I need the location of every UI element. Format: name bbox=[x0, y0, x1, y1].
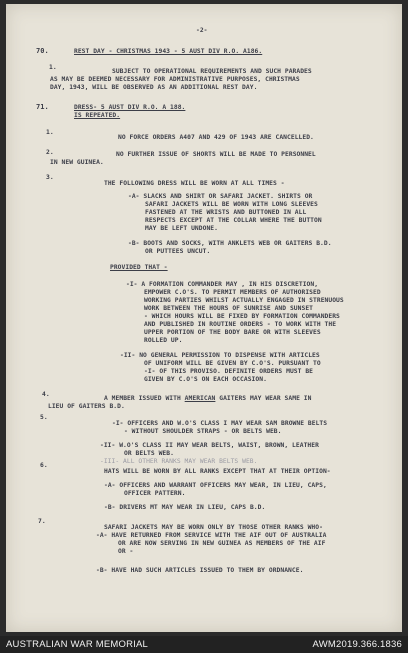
subparagraph-line: -II- NO GENERAL PERMISSION TO DISPENSE WITH ARTICLES bbox=[120, 352, 320, 359]
subparagraph-line: -A- OFFICERS AND WARRANT OFFICERS MAY WEAR, IN LIEU, CAPS, bbox=[104, 482, 327, 489]
subparagraph-line: OR BELTS WEB. bbox=[124, 450, 174, 457]
subparagraph-line: OFFICER PATTERN. bbox=[124, 490, 186, 497]
subparagraph-line: WORK BETWEEN THE HOURS OF SUNRISE AND SUNSET bbox=[144, 305, 314, 312]
subparagraph-line: FASTENED AT THE WRISTS AND BUTTONED IN ALL bbox=[145, 209, 307, 216]
subparagraph-line: -I- A FORMATION COMMANDER MAY , IN HIS DISCRETION, bbox=[126, 281, 319, 288]
subparagraph-line: RESPECTS EXCEPT AT THE COLLAR WHERE THE BUTTON bbox=[145, 217, 322, 224]
section-subheading-71: IS REPEATED. bbox=[74, 112, 121, 119]
paragraph-line: NO FORCE ORDERS A407 AND 429 OF 1943 ARE CANCELLED. bbox=[118, 134, 314, 141]
para-number: 3. bbox=[46, 174, 54, 181]
paragraph-text: A MEMBER ISSUED WITH bbox=[104, 395, 185, 402]
subparagraph-line: UPPER PORTION OF THE BODY BARE OR WITH SLEEVES bbox=[144, 329, 321, 336]
subparagraph-line: EMPOWER C.O'S. TO PERMIT MEMBERS OF AUTHORISED bbox=[144, 289, 321, 296]
subparagraph-line: WORKING PARTIES WHILST ACTUALLY ENGAGED IN STRENUOUS bbox=[144, 297, 344, 304]
subparagraph-line: OR ARE NOW SERVING IN NEW GUINEA AS MEMBERS OF THE AIF bbox=[118, 540, 326, 547]
subparagraph-line: ROLLED UP. bbox=[144, 337, 183, 344]
para-number: 7. bbox=[38, 518, 46, 525]
footer-accession-number: AWM2019.366.1836 bbox=[312, 639, 402, 650]
para-number: 1. bbox=[46, 129, 54, 136]
subparagraph-line: GIVEN BY C.O'S ON EACH OCCASION. bbox=[144, 376, 267, 383]
paragraph-line: AS MAY BE DEEMED NECESSARY FOR ADMINISTRATIVE PURPOSES, CHRISTMAS bbox=[50, 76, 300, 83]
subparagraph-line: - WITHOUT SHOULDER STRAPS - OR BELTS WEB. bbox=[124, 428, 282, 435]
subparagraph-line: -I- OF THIS PROVISO. DEFINITE ORDERS MUST BE bbox=[144, 368, 314, 375]
paragraph-line: HATS WILL BE WORN BY ALL RANKS EXCEPT THAT AT THEIR OPTION- bbox=[104, 468, 331, 475]
subparagraph-line: -A- HAVE RETURNED FROM SERVICE WITH THE AIF OUT OF AUSTRALIA bbox=[96, 532, 327, 539]
section-heading-71: DRESS- 5 AUST DIV R.O. A 188. bbox=[74, 104, 186, 111]
subparagraph-line: -II- W.O'S CLASS II MAY WEAR BELTS, WAIST, BROWN, LEATHER bbox=[100, 442, 319, 449]
subparagraph-line: -B- DRIVERS MT MAY WEAR IN LIEU, CAPS B.D. bbox=[104, 504, 266, 511]
paragraph-line: SAFARI JACKETS MAY BE WORN ONLY BY THOSE OTHER RANKS WHO- bbox=[104, 524, 323, 531]
subparagraph-line-struck: -III- ALL OTHER RANKS MAY WEAR BELTS WEB. bbox=[100, 458, 258, 465]
paragraph-line: DAY, 1943, WILL BE OBSERVED AS AN ADDITIONAL REST DAY. bbox=[50, 84, 258, 91]
subparagraph-line: -I- OFFICERS AND W.O'S CLASS I MAY WEAR SAM BROWNE BELTS bbox=[112, 420, 328, 427]
subparagraph-line: OR PUTTEES UNCUT. bbox=[145, 248, 211, 255]
section-heading-70: REST DAY - CHRISTMAS 1943 - 5 AUST DIV R.O. A186. bbox=[74, 48, 263, 55]
paragraph-text: GAITERS MAY WEAR SAME IN bbox=[215, 395, 312, 402]
page-number: -2- bbox=[196, 27, 208, 34]
para-number: 2. bbox=[46, 149, 54, 156]
subparagraph-line: OF UNIFORM WILL BE GIVEN BY C.O'S. PURSUANT TO bbox=[144, 360, 321, 367]
section-number-71: 71. bbox=[36, 103, 49, 111]
subparagraph-line: - WHICH HOURS WILL BE FIXED BY FORMATION COMMANDERS bbox=[144, 313, 340, 320]
subparagraph-line: MAY BE LEFT UNDONE. bbox=[145, 225, 218, 232]
archive-footer bbox=[0, 636, 408, 653]
subparagraph-line: SAFARI JACKETS WILL BE WORN WITH LONG SLEEVES bbox=[145, 201, 318, 208]
paragraph-line: IN NEW GUINEA. bbox=[50, 159, 104, 166]
paragraph-underlined-text: AMERICAN bbox=[184, 395, 216, 402]
subparagraph-line: -B- BOOTS AND SOCKS, WITH ANKLETS WEB OR GAITERS B.D. bbox=[128, 240, 332, 247]
para-number: 1. bbox=[49, 64, 57, 71]
subparagraph-line: -A- SLACKS AND SHIRT OR SAFARI JACKET. SHIRTS OR bbox=[128, 193, 313, 200]
section-number-70: 70. bbox=[36, 47, 49, 55]
subparagraph-line: -B- HAVE HAD SUCH ARTICLES ISSUED TO THEM BY ORDNANCE. bbox=[96, 567, 304, 574]
footer-institution: AUSTRALIAN WAR MEMORIAL bbox=[6, 639, 149, 650]
subparagraph-line: OR - bbox=[118, 548, 134, 555]
paragraph-line: LIEU OF GAITERS B.D. bbox=[48, 403, 125, 410]
proviso-heading: PROVIDED THAT - bbox=[110, 264, 168, 271]
subparagraph-line: AND PUBLISHED IN ROUTINE ORDERS - TO WORK WITH THE bbox=[144, 321, 337, 328]
paragraph-line bbox=[104, 395, 311, 403]
paragraph-line: SUBJECT TO OPERATIONAL REQUIREMENTS AND SUCH PARADES bbox=[112, 68, 312, 75]
paragraph-line: NO FURTHER ISSUE OF SHORTS WILL BE MADE TO PERSONNEL bbox=[116, 151, 316, 158]
paragraph-line: THE FOLLOWING DRESS WILL BE WORN AT ALL TIMES - bbox=[104, 180, 285, 187]
para-number: 5. bbox=[40, 414, 48, 421]
para-number: 4. bbox=[42, 391, 50, 398]
para-number: 6. bbox=[40, 462, 48, 469]
